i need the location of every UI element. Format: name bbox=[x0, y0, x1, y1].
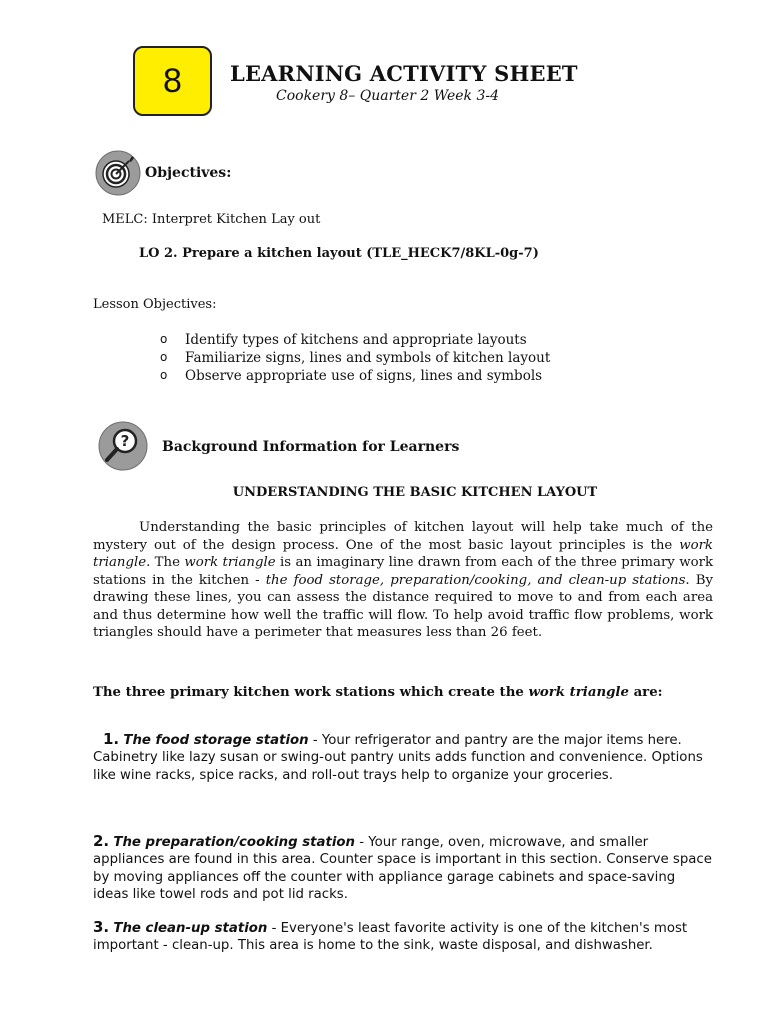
station-number: 3. bbox=[93, 918, 110, 936]
station-name: The preparation/cooking station bbox=[113, 835, 355, 850]
page-title: LEARNING ACTIVITY SHEET bbox=[230, 61, 578, 86]
station-name: The food storage station bbox=[123, 733, 309, 748]
melc-text: MELC: Interpret Kitchen Lay out bbox=[102, 212, 321, 227]
target-icon bbox=[95, 150, 141, 200]
para-emphasis: work triangle bbox=[93, 537, 713, 570]
station-item bbox=[93, 731, 713, 784]
grade-badge bbox=[133, 46, 212, 116]
station-item bbox=[93, 919, 713, 955]
list-item: o Observe appropriate use of signs, lines and symbols bbox=[160, 367, 550, 385]
section-title: UNDERSTANDING THE BASIC KITCHEN LAYOUT bbox=[232, 485, 598, 500]
para-emphasis: the food storage, preparation/cooking, and clean-up stations bbox=[265, 572, 686, 588]
station-number: 2. bbox=[93, 832, 110, 850]
station-extra: Cabinetry like lazy susan or swing-out pantry units adds function and convenience. Options like wine racks, spice racks, and roll-out trays help to organize your groceries. bbox=[93, 750, 703, 783]
grade-number: 8 bbox=[163, 61, 182, 100]
objectives-heading: Objectives: bbox=[145, 165, 232, 181]
list-item: o Familiarize signs, lines and symbols of kitchen layout bbox=[160, 349, 550, 367]
intro-emphasis: work triangle bbox=[528, 685, 629, 700]
station-name: The clean-up station bbox=[113, 921, 268, 936]
para-text: . The bbox=[146, 555, 185, 570]
station-item bbox=[93, 833, 713, 903]
para-text: Understanding the basic principles of kitchen layout will help take much of the mystery out of the design process. One of the most basic layout principles is the bbox=[93, 520, 713, 553]
station-text: - Your range, oven, microwave, and smaller appliances are found in this area. Counter space is important in this section. Conserve space by moving appliances off the counter with appliance garage cabinets and space-saving ideas like towel rods and pot lid racks. bbox=[93, 835, 712, 902]
stations-intro bbox=[93, 683, 713, 702]
objectives-list bbox=[160, 331, 550, 385]
learning-outcome: LO 2. Prepare a kitchen layout (TLE_HECK7/8KL-0g-7) bbox=[139, 246, 539, 261]
intro-text: The three primary kitchen work stations which create the bbox=[93, 685, 529, 700]
station-text: - Your refrigerator and pantry are the major items here. bbox=[308, 733, 682, 748]
intro-end: are: bbox=[628, 685, 663, 700]
para-text: is an imaginary line drawn from each of the three primary work stations in the kitchen - bbox=[93, 555, 713, 588]
intro-paragraph bbox=[93, 519, 713, 642]
para-emphasis: work triangle bbox=[184, 555, 276, 570]
station-text: - Everyone's least favorite activity is one of the kitchen's most important - clean-up. This area is home to the sink, waste disposal, and dishwasher. bbox=[93, 921, 688, 954]
lesson-objectives-label: Lesson Objectives: bbox=[93, 297, 217, 312]
station-number: 1. bbox=[103, 730, 120, 748]
background-heading: Background Information for Learners bbox=[162, 439, 460, 455]
magnifier-question-icon bbox=[98, 421, 150, 475]
list-item: o Identify types of kitchens and appropriate layouts bbox=[160, 331, 550, 349]
svg-text:?: ? bbox=[120, 432, 130, 450]
page-subtitle: Cookery 8– Quarter 2 Week 3-4 bbox=[276, 88, 499, 104]
para-text: . By drawing these lines, you can assess the distance required to move to and from each area and thus determine how well the traffic will flow. To help avoid traffic flow problems, work triangles should have a perimeter that measures less than 26 feet. bbox=[93, 572, 713, 640]
